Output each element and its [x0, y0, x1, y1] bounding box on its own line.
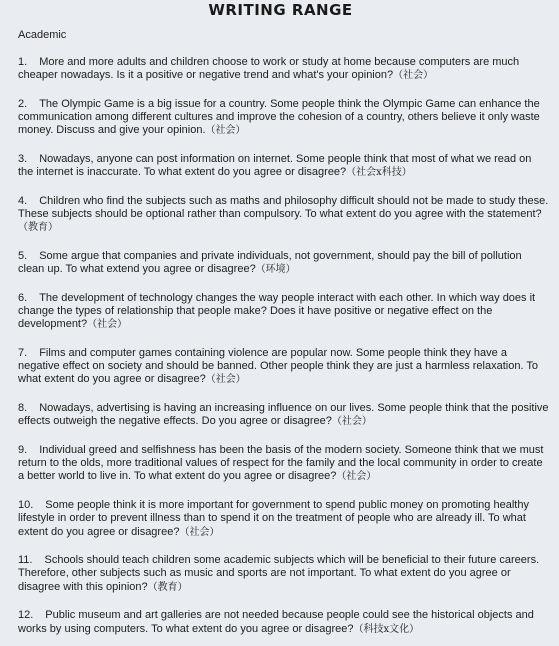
list-item: [18, 347, 549, 387]
item-text: Some people think it is more important for government to spend public money on promoting healthy lifestyle in order to prevent illness than to spend it on the treatment of people who are already ill. To what extent do you agree or disagree?: [18, 499, 529, 538]
item-tag: （社会）: [179, 526, 220, 538]
list-item: [18, 554, 549, 594]
item-tag: （科技x文化）: [353, 623, 420, 635]
item-number: 2.: [18, 97, 28, 110]
list-item: [18, 56, 549, 82]
item-number: 10.: [18, 499, 34, 512]
section-heading: Academic: [18, 29, 67, 41]
item-tag: （社会x科技）: [346, 167, 412, 179]
list-item: [18, 250, 549, 276]
item-tag: （社会）: [87, 319, 128, 331]
list-item: [18, 98, 549, 138]
item-number: 6.: [18, 291, 28, 304]
item-text: More and more adults and children choose to work or study at home because computers are much cheaper nowadays. Is it a positive or negative trend and what's your opinion?: [18, 56, 520, 82]
list-item: [18, 153, 549, 179]
item-tag: （教育）: [18, 222, 58, 234]
page-title: WRITING RANGE: [208, 1, 353, 19]
item-text: Some argue that companies and private individuals, not government, should pay the bill of pollution clean up. To what extend you agree or disagree?: [18, 250, 522, 276]
item-number: 5.: [18, 250, 28, 263]
item-text: Children who find the subjects such as maths and philosophy difficult should not be made to study these. These subjects should be optional rather than compulsory. To what extent do you agree with the statement?: [18, 194, 549, 221]
item-number: 4.: [18, 194, 28, 207]
item-text: Films and computer games containing violence are popular now. Some people think they have a negative effect on society and should be banned. Other people think they are just a harmless relaxation. To what extent do you agree or disagree?: [18, 347, 538, 386]
item-text: Nowadays, anyone can post information on internet. Some people think that most of what we read on the internet is inaccurate. To what extent do you agree or disagree?: [18, 153, 532, 179]
item-tag: （社会）: [393, 70, 434, 82]
item-text: Public museum and art galleries are not needed because people could see the historical objects and works by using computers. To what extent do you agree or disagree?: [18, 609, 534, 635]
item-number: 1.: [18, 56, 28, 68]
item-text: The Olympic Game is a big issue for a country. Some people think the Olympic Game can enhance the communication among different cultures and improve the cohesion of a country, others believe it only waste money. Discuss and give your opinion.: [18, 97, 540, 137]
item-text: Schools should teach children some academic subjects which will be beneficial to their future careers. Therefore, other subjects such as music and sports are not important. To what extent do you agree or disagree with this opinion?: [18, 554, 540, 593]
item-number: 12.: [18, 609, 34, 622]
item-number: 11.: [18, 554, 33, 567]
item-text: The development of technology changes the way people interact with each other. In which way does it change the types of relationship that people make? Does it have positive or negative effect on the development?: [18, 291, 536, 331]
list-item: [18, 609, 549, 635]
item-number: 3.: [18, 153, 28, 166]
item-tag: （社会）: [205, 125, 246, 137]
list-item: [18, 195, 549, 235]
list-item: [18, 402, 549, 428]
list-item: [18, 444, 549, 484]
item-number: 7.: [18, 347, 28, 360]
item-tag: （社会）: [331, 416, 372, 428]
item-number: 8.: [18, 402, 28, 415]
item-tag: （社会）: [205, 374, 246, 386]
item-number: 9.: [18, 444, 28, 457]
item-tag: （环境）: [255, 264, 296, 276]
item-tag: （社会）: [336, 471, 377, 483]
item-text: Nowadays, advertising is having an increasing influence on our lives. Some people think that the positive effects outweigh the negative effects. Do you agree or disagree?: [18, 402, 549, 428]
list-item: [18, 292, 549, 332]
item-text: Individual greed and selfishness has been the basis of the modern society. Someone think that we must return to the olds, more traditional values of respect for the family and the local community in order to create a better world to live in. To what extent do you agree or disagree?: [18, 444, 544, 483]
list-item: [18, 499, 549, 539]
item-tag: （教育）: [147, 581, 188, 593]
